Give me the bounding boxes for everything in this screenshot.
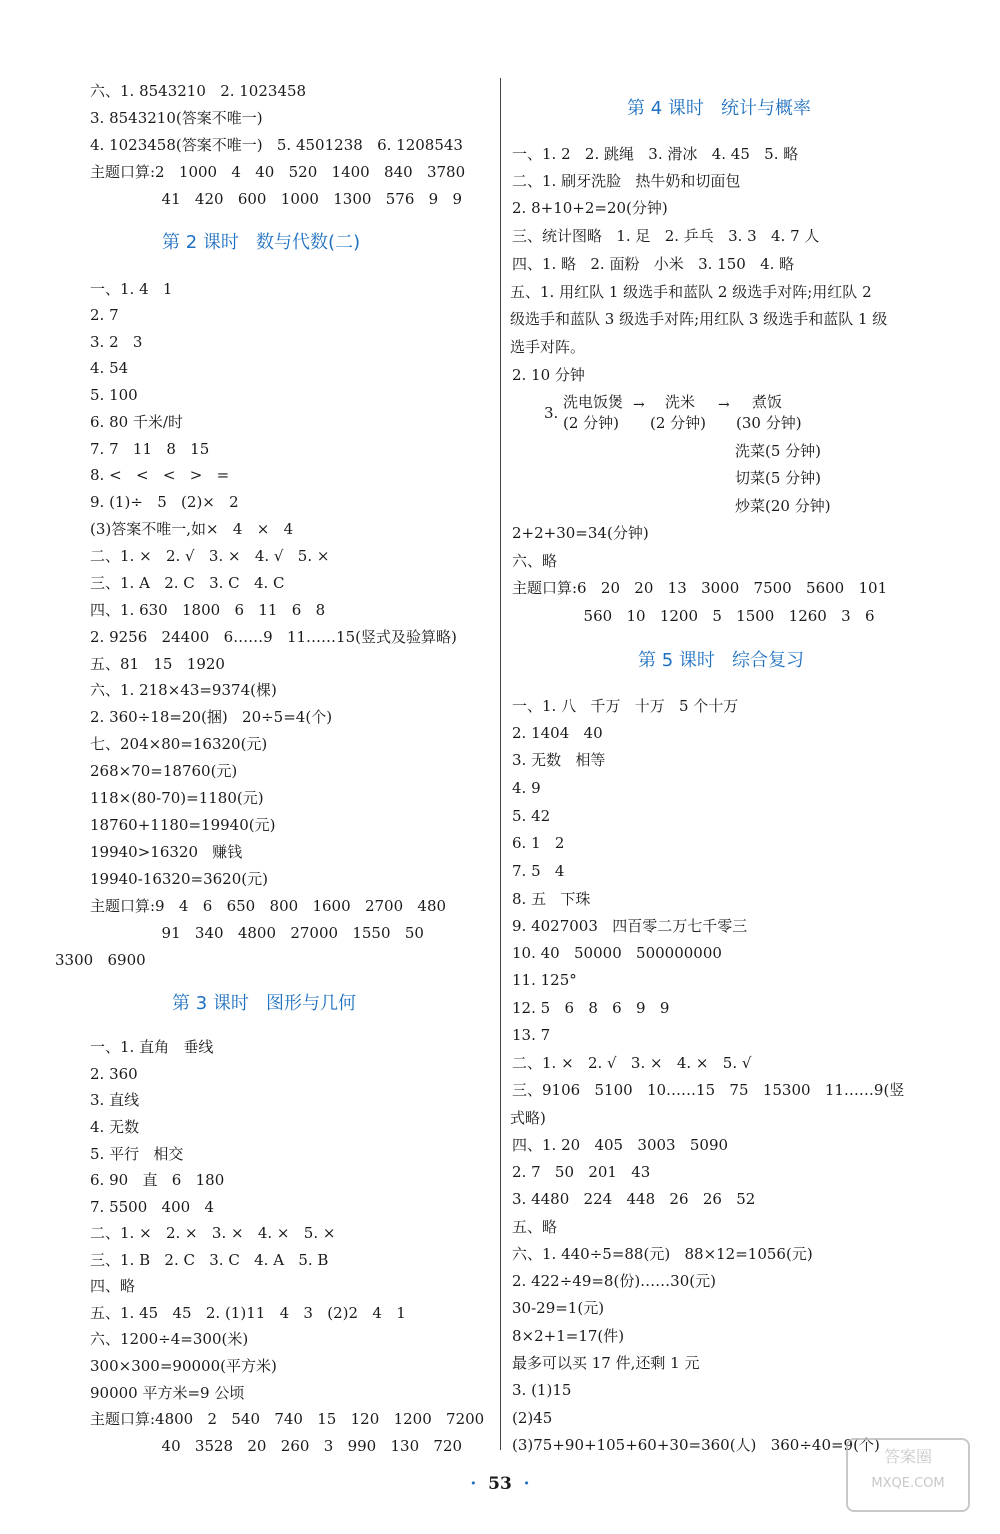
answer-line: 6. 90 直 6 180 xyxy=(90,1171,225,1189)
heading-lesson-3: 第 3 课时 图形与几何 xyxy=(172,993,357,1014)
answer-line: 18760+1180=19940(元) xyxy=(90,816,276,834)
answer-line: 六、1200÷4=300(米) xyxy=(90,1330,249,1348)
answer-line: 3300 6900 xyxy=(55,951,146,969)
answer-line: 四、1. 630 1800 6 11 6 8 xyxy=(90,601,326,619)
answer-line: 2+2+30=34(分钟) xyxy=(512,524,649,542)
answer-line: 二、1. × 2. √ 3. × 4. √ 5. × xyxy=(90,547,330,565)
answer-line: 五、略 xyxy=(512,1218,558,1236)
answer-line: 11. 125° xyxy=(512,971,577,989)
answer-line: 七、204×80=16320(元) xyxy=(90,735,268,753)
answer-line: 2. 7 xyxy=(90,306,119,324)
flow-label: 3. xyxy=(544,404,559,422)
answer-line: 五、81 15 1920 xyxy=(90,655,225,673)
answer-line: 5. 100 xyxy=(90,386,138,404)
answer-line: (2)45 xyxy=(512,1409,553,1427)
answer-line: 四、1. 略 2. 面粉 小米 3. 150 4. 略 xyxy=(512,255,795,273)
answer-line: 7. 5 4 xyxy=(512,862,565,880)
answer-line: 268×70=18760(元) xyxy=(90,762,238,780)
answer-line: 2. 8+10+2=20(分钟) xyxy=(512,199,668,217)
answer-line: 40 3528 20 260 3 990 130 720 xyxy=(90,1437,463,1455)
answer-line: 8. < < < > = xyxy=(90,466,230,484)
answer-line: 4. 1023458(答案不唯一) 5. 4501238 6. 1208543 xyxy=(90,136,463,154)
answer-line: 二、1. × 2. √ 3. × 4. × 5. √ xyxy=(512,1054,752,1072)
page-number: · 53 · xyxy=(470,1474,530,1494)
answer-line: 19940>16320 赚钱 xyxy=(90,843,243,861)
watermark-logo xyxy=(846,1438,970,1512)
flow-step-3-name: 煮饭 xyxy=(752,393,783,411)
answer-line: 6. 80 千米/时 xyxy=(90,413,183,431)
answer-line: 12. 5 6 8 6 9 9 xyxy=(512,999,670,1017)
answer-line: 5. 42 xyxy=(512,807,551,825)
answer-line: 3. 4480 224 448 26 26 52 xyxy=(512,1190,756,1208)
answer-line: 三、1. A 2. C 3. C 4. C xyxy=(90,574,285,592)
flow-step-1-time: (2 分钟) xyxy=(563,414,620,432)
answer-line: 30-29=1(元) xyxy=(512,1299,605,1317)
watermark-line-1: 答案圈 xyxy=(883,1447,932,1466)
answer-line: 3. (1)15 xyxy=(512,1381,572,1399)
answer-line: 主题口算:4800 2 540 740 15 120 1200 7200 xyxy=(90,1410,485,1428)
answer-line: 六、略 xyxy=(512,552,558,570)
answer-line: 五、1. 用红队 1 级选手和蓝队 2 级选手对阵;用红队 2 xyxy=(510,283,872,301)
answer-line: 9. 4027003 四百零二万七千零三 xyxy=(512,917,748,935)
answer-line: 5. 平行 相交 xyxy=(90,1145,184,1163)
arrow-right-icon: → xyxy=(718,397,730,413)
flow-step-2-name: 洗米 xyxy=(665,393,696,411)
answer-line: (3)答案不唯一,如× 4 × 4 xyxy=(90,520,294,538)
answer-line: 级选手和蓝队 3 级选手对阵;用红队 3 级选手和蓝队 1 级 xyxy=(510,310,888,328)
answer-line: 91 340 4800 27000 1550 50 xyxy=(90,924,424,942)
answer-line: 19940-16320=3620(元) xyxy=(90,870,268,888)
answer-line: 三、统计图略 1. 足 2. 乒乓 3. 3 4. 7 人 xyxy=(512,227,820,245)
answer-line: 4. 无数 xyxy=(90,1118,140,1136)
answer-line: 2. 360 xyxy=(90,1065,138,1083)
answer-line: 六、1. 218×43=9374(棵) xyxy=(90,681,277,699)
answer-line: 一、1. 直角 垂线 xyxy=(90,1038,214,1056)
flow-parallel-2: 切菜(5 分钟) xyxy=(735,469,822,487)
answer-line: 一、1. 4 1 xyxy=(90,280,173,298)
answer-line: 一、1. 八 千万 十万 5 个十万 xyxy=(512,697,739,715)
answer-line: 选手对阵。 xyxy=(510,338,586,356)
answer-line: 10. 40 50000 500000000 xyxy=(512,944,722,962)
answer-line: 2. 422÷49=8(份)……30(元) xyxy=(512,1272,716,1290)
answer-line: 主题口算:2 1000 4 40 520 1400 840 3780 xyxy=(90,163,466,181)
answer-line: 3. 无数 相等 xyxy=(512,751,606,769)
answer-line: 主题口算:6 20 20 13 3000 7500 5600 101 xyxy=(512,579,888,597)
heading-lesson-4: 第 4 课时 统计与概率 xyxy=(627,98,812,119)
flow-step-1-name: 洗电饭煲 xyxy=(563,393,624,411)
answer-line: 13. 7 xyxy=(512,1026,551,1044)
answer-line: 五、1. 45 45 2. (1)11 4 3 (2)2 4 1 xyxy=(90,1304,406,1322)
heading-lesson-2: 第 2 课时 数与代数(二) xyxy=(162,232,361,253)
answer-line: 6. 1 2 xyxy=(512,834,565,852)
answer-line: 2. 7 50 201 43 xyxy=(512,1163,651,1181)
answer-line: 2. 360÷18=20(捆) 20÷5=4(个) xyxy=(90,708,333,726)
answer-line: 3. 直线 xyxy=(90,1091,140,1109)
answer-line: 2. 9256 24400 6……9 11……15(竖式及验算略) xyxy=(90,628,457,646)
heading-lesson-5: 第 5 课时 综合复习 xyxy=(638,650,805,671)
answer-line: 8. 五 下珠 xyxy=(512,890,591,908)
answer-line: 最多可以买 17 件,还剩 1 元 xyxy=(512,1354,700,1372)
page-number-value: 53 xyxy=(488,1474,512,1494)
answer-line: 9. (1)÷ 5 (2)× 2 xyxy=(90,493,239,511)
answer-line: 8×2+1=17(件) xyxy=(512,1327,625,1345)
answer-line: 300×300=90000(平方米) xyxy=(90,1357,277,1375)
answer-line: 2. 10 分钟 xyxy=(512,366,585,384)
answer-line: 4. 54 xyxy=(90,359,129,377)
flow-parallel-1: 洗菜(5 分钟) xyxy=(735,442,822,460)
answer-line: 三、9106 5100 10……15 75 15300 11……9(竖 xyxy=(512,1081,905,1099)
answer-line: 四、略 xyxy=(90,1277,136,1295)
flow-step-2-time: (2 分钟) xyxy=(650,414,707,432)
watermark-line-2: MXQE.COM xyxy=(871,1476,945,1491)
answer-line: 一、1. 2 2. 跳绳 3. 滑冰 4. 45 5. 略 xyxy=(512,145,799,163)
answer-line: 六、1. 8543210 2. 1023458 xyxy=(90,82,307,100)
answer-line: 560 10 1200 5 1500 1260 3 6 xyxy=(512,607,875,625)
flow-parallel-3: 炒菜(20 分钟) xyxy=(735,497,831,515)
answer-line: 六、1. 440÷5=88(元) 88×12=1056(元) xyxy=(512,1245,813,1263)
answer-line: 2. 1404 40 xyxy=(512,724,603,742)
answer-line: 41 420 600 1000 1300 576 9 9 xyxy=(90,190,463,208)
answer-line: 118×(80-70)=1180(元) xyxy=(90,789,264,807)
answer-line: 主题口算:9 4 6 650 800 1600 2700 480 xyxy=(90,897,447,915)
answer-line: 二、1. 刷牙洗脸 热牛奶和切面包 xyxy=(512,172,741,190)
answer-line: 四、1. 20 405 3003 5090 xyxy=(512,1136,729,1154)
answer-line: 4. 9 xyxy=(512,779,541,797)
answer-line: (3)75+90+105+60+30=360(人) 360÷40=9(个) xyxy=(512,1436,880,1454)
answer-line: 3. 2 3 xyxy=(90,333,143,351)
answer-line: 90000 平方米=9 公顷 xyxy=(90,1384,245,1402)
answer-line: 三、1. B 2. C 3. C 4. A 5. B xyxy=(90,1251,329,1269)
arrow-right-icon: → xyxy=(633,397,645,413)
answer-line: 二、1. × 2. × 3. × 4. × 5. × xyxy=(90,1224,336,1242)
answer-line: 7. 5500 400 4 xyxy=(90,1198,215,1216)
flow-step-3-time: (30 分钟) xyxy=(736,414,802,432)
answer-line: 3. 8543210(答案不唯一) xyxy=(90,109,263,127)
column-divider xyxy=(500,78,501,1450)
answer-line: 7. 7 11 8 15 xyxy=(90,440,210,458)
answer-line: 式略) xyxy=(510,1109,546,1127)
